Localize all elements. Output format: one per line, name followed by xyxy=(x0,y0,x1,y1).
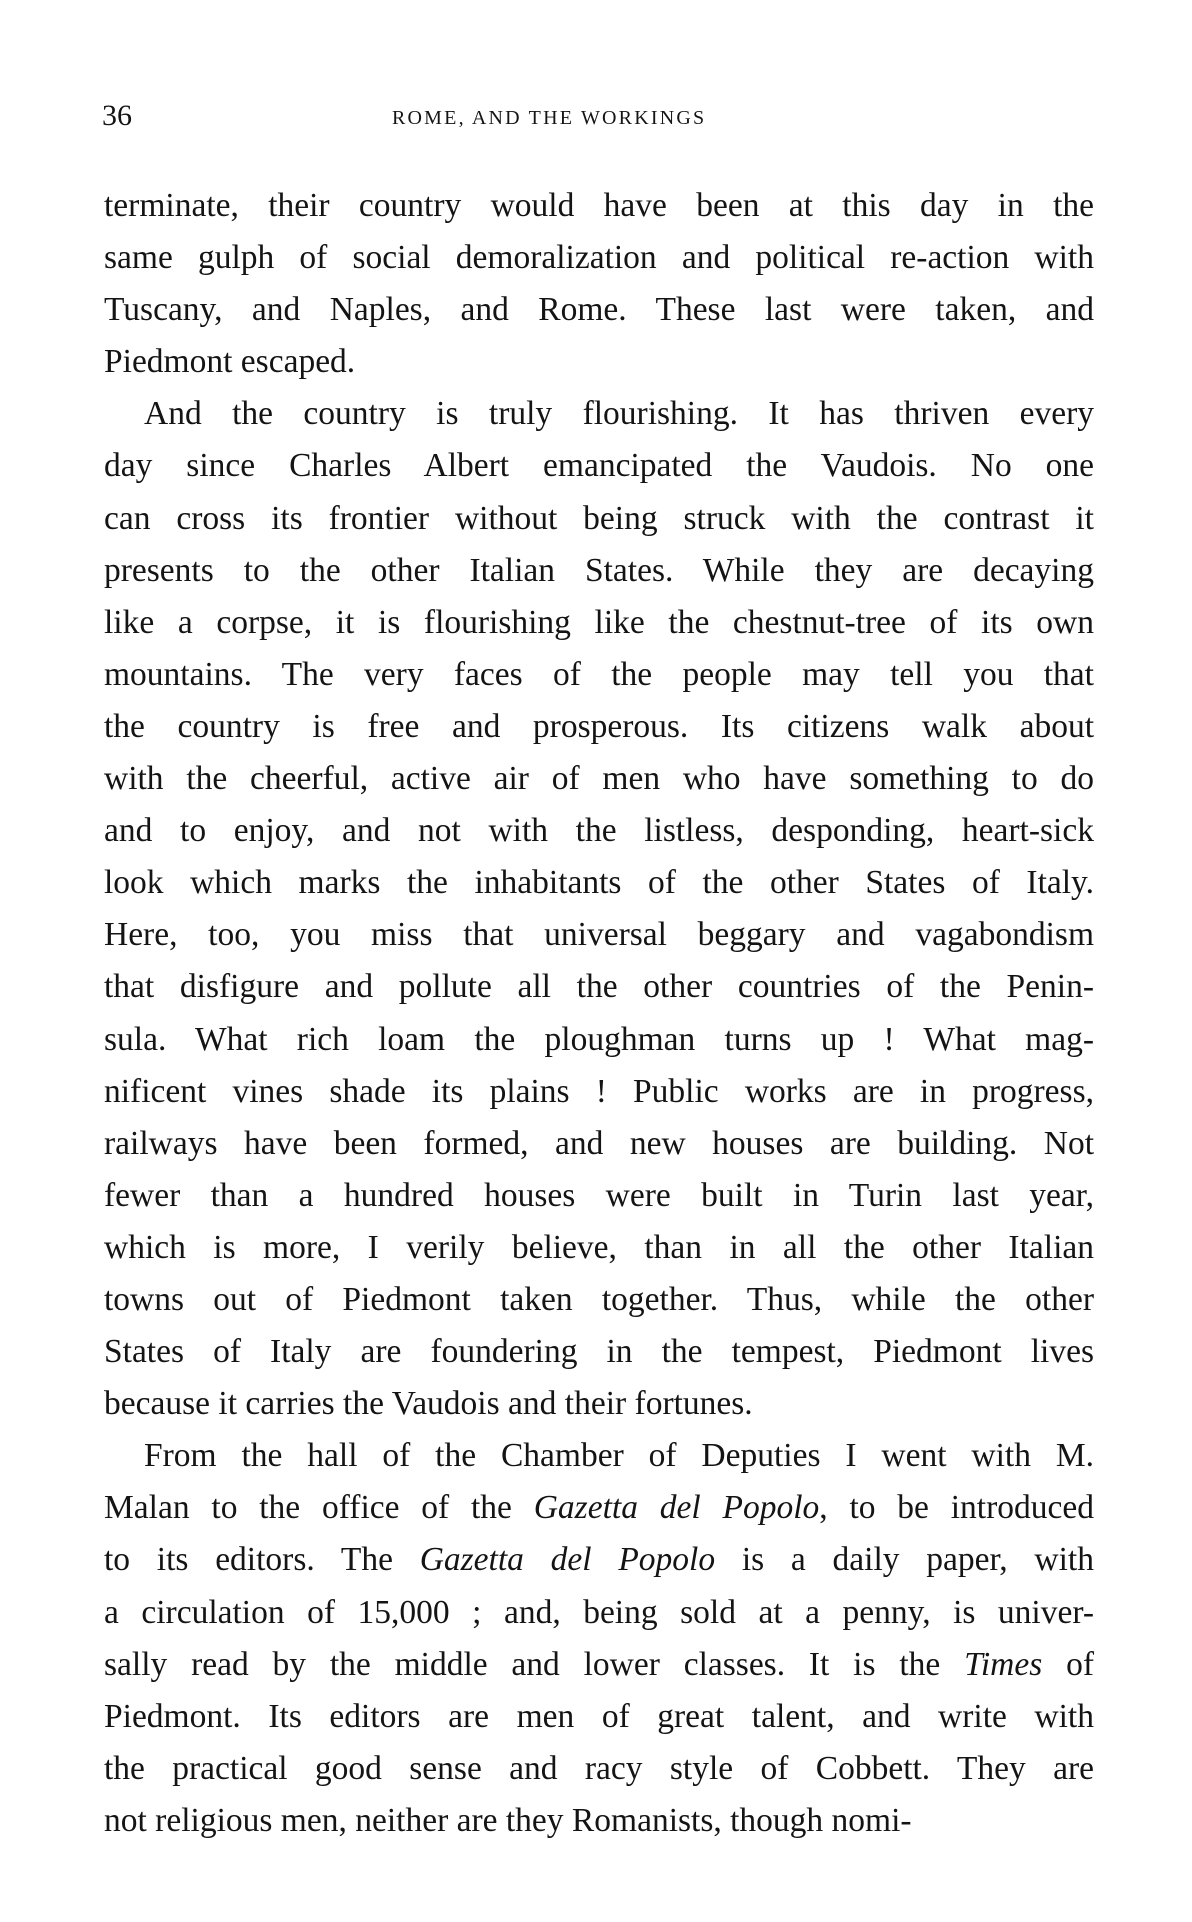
text-run: From the hall of the Chamber of Deputies I went with M. xyxy=(144,1437,1094,1475)
text-run: because it carries the Vaudois and their fortunes. xyxy=(104,1385,753,1423)
text-line xyxy=(104,1482,1094,1534)
text-run: Tuscany, and Naples, and Rome. These last were taken, and xyxy=(104,291,1094,329)
paragraph xyxy=(104,180,1094,388)
text-line xyxy=(104,545,1094,597)
text-line xyxy=(104,1222,1094,1274)
text-line xyxy=(104,1066,1094,1118)
text-run: look which marks the inhabitants of the other States of Italy. xyxy=(104,864,1094,902)
text-line xyxy=(104,1118,1094,1170)
text-line xyxy=(104,1795,1094,1847)
text-run: presents to the other Italian States. While they are decaying xyxy=(104,551,1094,589)
text-run: And the country is truly flourishing. It has thriven every xyxy=(144,395,1094,433)
text-run: that disfigure and pollute all the other countries of the Penin- xyxy=(104,968,1094,1006)
text-run: Here, too, you miss that universal beggary and vagabondism xyxy=(104,916,1094,954)
text-line xyxy=(104,805,1094,857)
paragraph xyxy=(104,388,1094,1430)
text-line xyxy=(104,336,1094,388)
text-line xyxy=(104,909,1094,961)
text-run: day since Charles Albert emancipated the Vaudois. No one xyxy=(104,447,1094,485)
text-line xyxy=(104,180,1094,232)
body-text xyxy=(104,180,1094,1847)
text-line xyxy=(104,440,1094,492)
text-line xyxy=(104,1430,1094,1482)
text-run: sally read by the middle and lower classes. It is the xyxy=(104,1645,965,1683)
text-line xyxy=(104,232,1094,284)
text-line xyxy=(104,388,1094,440)
text-line xyxy=(104,1378,1094,1430)
text-line xyxy=(104,857,1094,909)
text-run: of xyxy=(1042,1645,1094,1683)
text-run: railways have been formed, and new houses are building. Not xyxy=(104,1124,1094,1162)
text-run: Piedmont. Its editors are men of great talent, and write with xyxy=(104,1697,1094,1735)
text-line xyxy=(104,649,1094,701)
text-run: Malan to the office of the xyxy=(104,1489,534,1527)
text-run: which is more, I verily believe, than in all the other Italian xyxy=(104,1228,1094,1266)
text-line xyxy=(104,1534,1094,1586)
page-header xyxy=(102,96,1092,136)
text-line xyxy=(104,1326,1094,1378)
text-run: nificent vines shade its plains ! Public works are in progress, xyxy=(104,1072,1094,1110)
text-run: can cross its frontier without being struck with the contrast it xyxy=(104,499,1094,537)
text-run: Piedmont escaped. xyxy=(104,343,356,381)
text-line xyxy=(104,597,1094,649)
text-run: terminate, their country would have been at this day in the xyxy=(104,187,1094,224)
text-line xyxy=(104,753,1094,805)
text-run: the country is free and prosperous. Its citizens walk about xyxy=(104,707,1094,745)
text-run: is a daily paper, with xyxy=(715,1541,1094,1579)
text-run: , to be introduced xyxy=(819,1489,1094,1527)
text-run: the practical good sense and racy style of Cobbett. They are xyxy=(104,1749,1094,1787)
text-line xyxy=(104,1014,1094,1066)
text-run: with the cheerful, active air of men who have something to do xyxy=(104,760,1094,798)
running-title: ROME, AND THE WORKINGS xyxy=(392,107,707,129)
text-run: to its editors. The xyxy=(104,1541,420,1579)
text-line xyxy=(104,1587,1094,1639)
paragraph xyxy=(104,1430,1094,1847)
text-run: a circulation of 15,000 ; and, being sold at a penny, is univer- xyxy=(104,1593,1094,1631)
text-run: States of Italy are foundering in the tempest, Piedmont lives xyxy=(104,1333,1094,1371)
text-line xyxy=(104,284,1094,336)
page-number: 36 xyxy=(102,99,132,132)
text-run: like a corpse, it is flourishing like the chestnut-tree of its own xyxy=(104,603,1094,641)
text-run: fewer than a hundred houses were built in Turin last year, xyxy=(104,1176,1094,1214)
italic-title: Times xyxy=(964,1645,1043,1683)
text-line xyxy=(104,961,1094,1013)
text-line xyxy=(104,493,1094,545)
text-run: not religious men, neither are they Romanists, though nomi- xyxy=(104,1801,912,1839)
text-line xyxy=(104,701,1094,753)
text-line xyxy=(104,1743,1094,1795)
text-run: same gulph of social demoralization and political re-action with xyxy=(104,239,1094,277)
text-line xyxy=(104,1170,1094,1222)
italic-title: Gazetta del Popolo xyxy=(533,1489,820,1527)
text-run: mountains. The very faces of the people may tell you that xyxy=(104,655,1094,693)
text-line xyxy=(104,1639,1094,1691)
text-line xyxy=(104,1691,1094,1743)
italic-title: Gazetta del Popolo xyxy=(419,1541,716,1579)
text-run: towns out of Piedmont taken together. Thus, while the other xyxy=(104,1280,1094,1318)
text-run: sula. What rich loam the ploughman turns up ! What mag- xyxy=(104,1020,1094,1058)
text-run: and to enjoy, and not with the listless, desponding, heart-sick xyxy=(104,812,1094,850)
text-line xyxy=(104,1274,1094,1326)
